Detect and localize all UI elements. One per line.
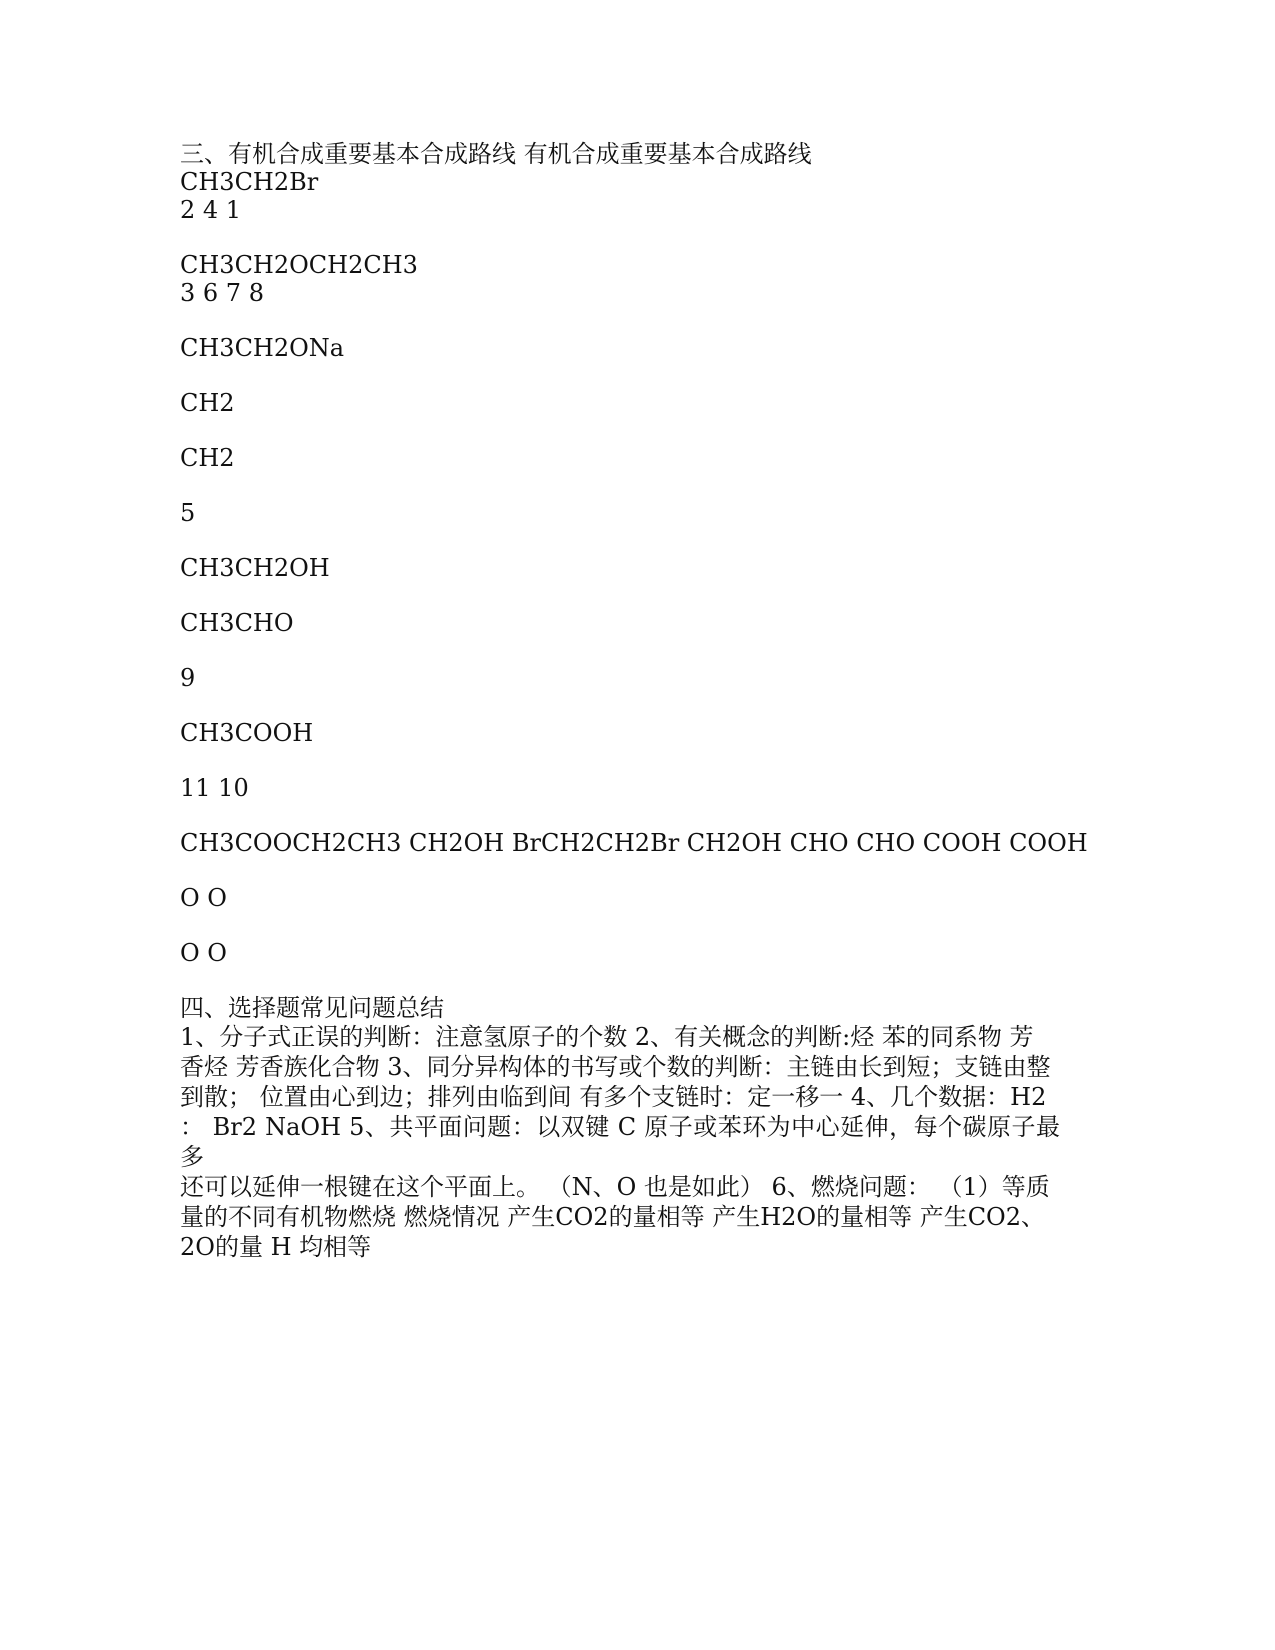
formula-ch2-1: CH2 (180, 389, 235, 417)
section-4-body (180, 1022, 1060, 1262)
body-line-7: 2O的量 H 均相等 (180, 1233, 372, 1261)
formula-oxygens-2: O O (180, 939, 227, 967)
formula-row-products: CH3COOCH2CH3 CH2OH BrCH2CH2Br CH2OH CHO CHO COOH COOH (180, 829, 1088, 857)
route-numbers-11-10: 11 10 (180, 774, 249, 802)
body-line-3: 到散； 位置由心到边；排列由临到间 有多个支链时：定一移一 4、几个数据：H2 (180, 1083, 1047, 1111)
formula-ethanol: CH3CH2OH (180, 554, 330, 582)
formula-ch2-2: CH2 (180, 444, 235, 472)
route-numbers-2: 3 6 7 8 (180, 279, 264, 307)
formula-sodium-ethoxide: CH3CH2ONa (180, 334, 345, 362)
body-line-2: 香烃 芳香族化合物 3、同分异构体的书写或个数的判断：主链由长到短；支链由整 (180, 1053, 1051, 1081)
body-line-4: ： Br2 NaOH 5、共平面问题：以双键 C 原子或苯环为中心延伸，每个碳原子最多 (180, 1113, 1060, 1171)
formula-acetic-acid: CH3COOH (180, 719, 314, 747)
formula-ethyl-bromide: CH3CH2Br (180, 168, 319, 196)
route-number-9: 9 (180, 664, 196, 692)
section-4-heading: 四、选择题常见问题总结 (180, 994, 444, 1022)
section-3-heading: 三、有机合成重要基本合成路线 有机合成重要基本合成路线 (180, 140, 812, 168)
formula-acetaldehyde: CH3CHO (180, 609, 294, 637)
body-line-1: 1、分子式正误的判断：注意氢原子的个数 2、有关概念的判断:烃 苯的同系物 芳 (180, 1023, 1034, 1051)
formula-diethyl-ether: CH3CH2OCH2CH3 (180, 251, 418, 279)
formula-oxygens-1: O O (180, 884, 227, 912)
body-line-5: 还可以延伸一根键在这个平面上。 （N、O 也是如此） 6、燃烧问题： （1）等质 (180, 1173, 1050, 1201)
body-line-6: 量的不同有机物燃烧 燃烧情况 产生CO2的量相等 产生H2O的量相等 产生CO2、 (180, 1203, 1046, 1231)
route-numbers-1: 2 4 1 (180, 196, 242, 224)
route-number-5: 5 (180, 499, 196, 527)
document-page (180, 140, 1088, 1262)
